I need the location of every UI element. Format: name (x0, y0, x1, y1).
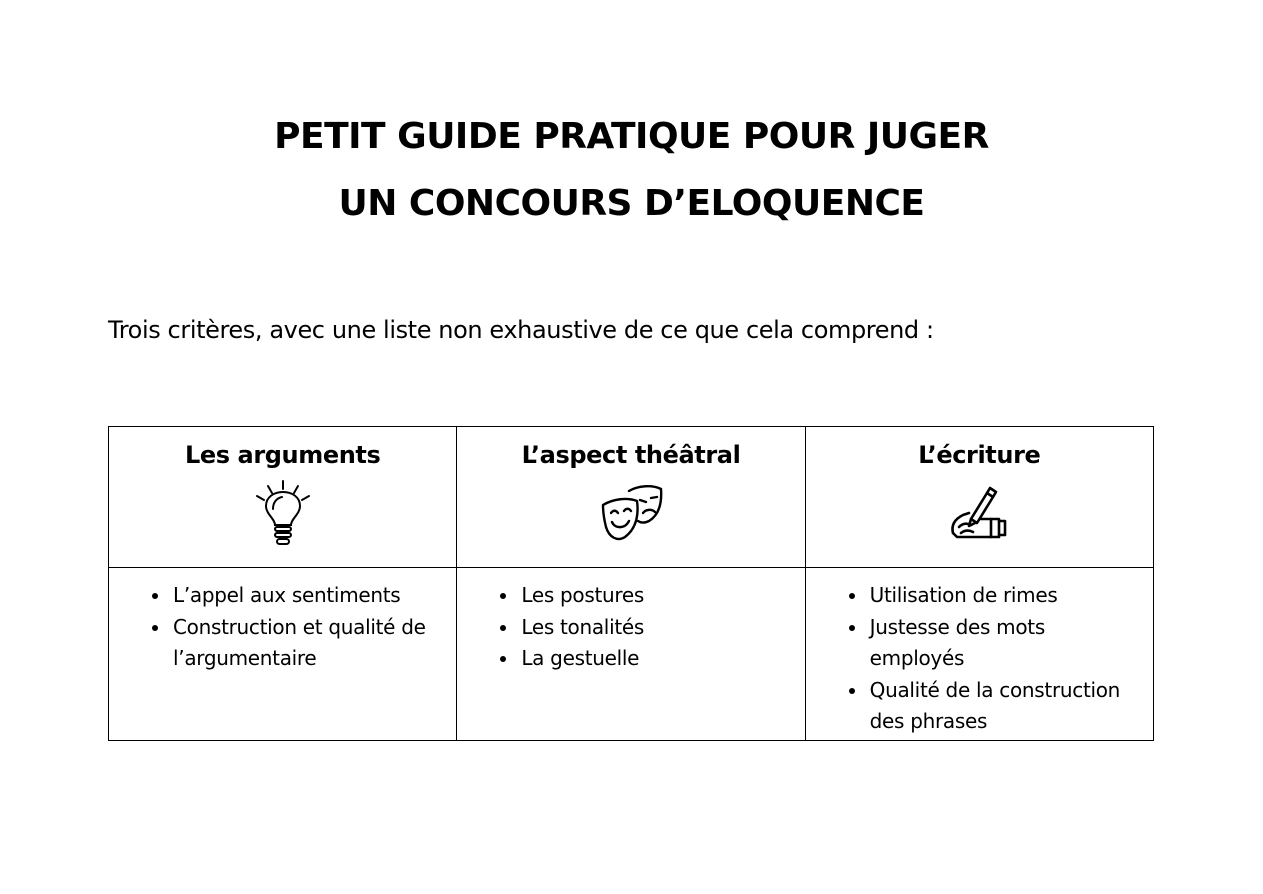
criterion-list-arguments (109, 568, 457, 741)
list-item: • Justesse des mots employés (868, 612, 1145, 675)
bullet-list (457, 580, 796, 675)
theater-masks-icon (599, 479, 663, 549)
list-item: • Utilisation de rimes (868, 580, 1145, 612)
page-title-line-1: PETIT GUIDE PRATIQUE POUR JUGER (274, 116, 989, 157)
criterion-heading: L’écriture (918, 441, 1041, 469)
list-item: • La gestuelle (519, 643, 796, 675)
criterion-heading: Les arguments (184, 441, 381, 469)
criteria-table (108, 426, 1154, 741)
criteria-body-row (109, 568, 1154, 741)
criterion-header-writing (805, 427, 1153, 568)
bullet-list (806, 580, 1145, 738)
intro-text: Trois critères, avec une liste non exhaustive de ce que cela comprend : (108, 316, 934, 344)
criterion-header-arguments (109, 427, 457, 568)
list-item: • Qualité de la construction des phrases (868, 675, 1145, 738)
list-item: • Les postures (519, 580, 796, 612)
list-item: • L’appel aux sentiments (171, 580, 448, 612)
list-item: • Les tonalités (519, 612, 796, 644)
criteria-header-row (109, 427, 1154, 568)
writing-hand-icon (947, 479, 1011, 549)
criterion-heading: L’aspect théâtral (521, 441, 741, 469)
bullet-list (109, 580, 448, 675)
list-item: • Construction et qualité de l’argumentaire (171, 612, 448, 675)
criterion-header-theatre (457, 427, 805, 568)
lightbulb-icon (251, 479, 315, 549)
page-title-line-2: UN CONCOURS D’ELOQUENCE (338, 183, 925, 224)
criterion-list-writing (805, 568, 1153, 741)
criterion-list-theatre (457, 568, 805, 741)
